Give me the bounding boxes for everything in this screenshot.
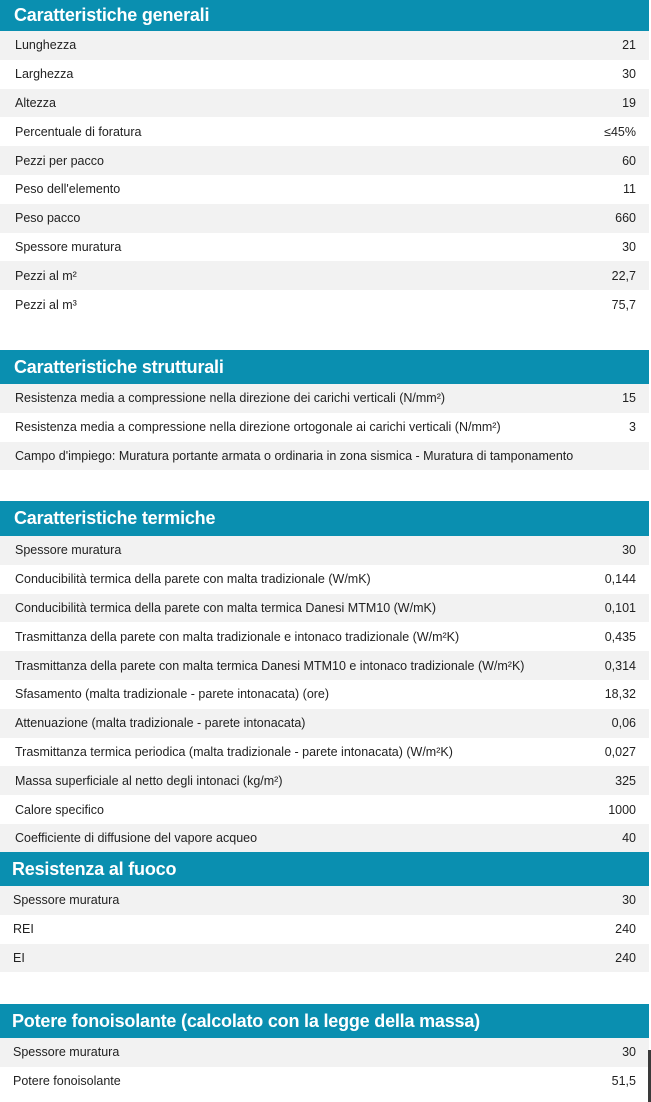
row-value: 0,027	[604, 744, 636, 759]
table-row	[0, 233, 649, 262]
row-value: 0,435	[604, 629, 636, 644]
table-row	[0, 413, 649, 442]
row-label: Conducibilità termica della parete con malta tradizionale (W/mK)	[15, 572, 371, 587]
row-label: Pezzi al m³	[15, 297, 77, 312]
row-label: Spessore muratura	[13, 893, 120, 908]
table-row	[0, 738, 649, 767]
table-row	[0, 886, 649, 915]
section-resistenza-al-fuoco	[0, 852, 649, 972]
table-row	[0, 1038, 649, 1067]
row-value: 0,144	[604, 572, 636, 587]
table-row	[0, 680, 649, 709]
table-row	[0, 60, 649, 89]
row-label: Resistenza media a compressione nella direzione dei carichi verticali (N/mm²)	[15, 391, 446, 406]
row-value: 30	[622, 239, 636, 254]
table-row	[0, 915, 649, 944]
row-label: Attenuazione (malta tradizionale - parete intonacata)	[15, 716, 306, 731]
row-label: Massa superficiale al netto degli intonaci (kg/m²)	[15, 773, 283, 788]
table-row	[0, 1067, 649, 1096]
row-value: 30	[622, 1045, 636, 1060]
row-value: 30	[622, 893, 636, 908]
spec-table	[0, 384, 649, 470]
table-row	[0, 290, 649, 319]
section-title: Caratteristiche generali	[0, 0, 649, 31]
table-row	[0, 175, 649, 204]
table-row	[0, 622, 649, 651]
table-row	[0, 565, 649, 594]
row-value: 40	[622, 831, 636, 846]
row-value: 240	[615, 922, 636, 937]
row-value: 3	[629, 420, 636, 435]
row-value: 15	[622, 391, 636, 406]
spec-table	[0, 31, 649, 319]
table-row	[0, 709, 649, 738]
table-row	[0, 384, 649, 413]
row-label: Trasmittanza della parete con malta termica Danesi MTM10 e intonaco tradizionale (W/m²K)	[15, 658, 525, 673]
row-value: 30	[622, 67, 636, 82]
row-label: Pezzi al m²	[15, 268, 77, 283]
row-label: Spessore muratura	[15, 239, 122, 254]
row-label: Lunghezza	[15, 38, 77, 53]
table-row	[0, 651, 649, 680]
row-value: 19	[622, 95, 636, 110]
section-caratteristiche-termiche	[0, 501, 649, 853]
section-title: Resistenza al fuoco	[0, 852, 649, 886]
row-value: 11	[623, 182, 636, 197]
row-value: 325	[615, 773, 636, 788]
row-label: Peso dell'elemento	[15, 182, 121, 197]
row-value: 0,314	[604, 658, 636, 673]
row-label: Spessore muratura	[13, 1045, 120, 1060]
row-label: Trasmittanza termica periodica (malta tradizionale - parete intonacata) (W/m²K)	[15, 744, 453, 759]
section-title: Caratteristiche termiche	[0, 501, 649, 536]
table-row	[0, 204, 649, 233]
row-label: Potere fonoisolante	[13, 1074, 121, 1089]
row-value: ≤45%	[604, 124, 636, 139]
row-value: 30	[622, 543, 636, 558]
row-value: 0,06	[611, 716, 636, 731]
table-row	[0, 31, 649, 60]
spec-table	[0, 886, 649, 972]
row-label: Calore specifico	[15, 802, 104, 817]
row-value: 60	[622, 153, 636, 168]
table-row	[0, 824, 649, 853]
row-label: Trasmittanza della parete con malta tradizionale e intonaco tradizionale (W/m²K)	[15, 629, 460, 644]
table-row	[0, 766, 649, 795]
row-label: Percentuale di foratura	[15, 124, 142, 139]
row-label: EI	[13, 950, 25, 965]
spec-table	[0, 536, 649, 853]
row-label: Peso pacco	[15, 211, 81, 226]
table-row	[0, 261, 649, 290]
row-value: 75,7	[611, 297, 636, 312]
table-row	[0, 795, 649, 824]
row-value: 22,7	[611, 268, 636, 283]
table-row	[0, 89, 649, 118]
table-row	[0, 536, 649, 565]
row-value: 660	[615, 211, 636, 226]
row-value: 18,32	[604, 687, 636, 702]
row-label: Altezza	[15, 95, 56, 110]
section-title: Potere fonoisolante (calcolato con la legge della massa)	[0, 1004, 649, 1038]
row-value: 1000	[608, 802, 636, 817]
row-value: 21	[622, 38, 636, 53]
spec-table	[0, 1038, 649, 1096]
section-caratteristiche-strutturali	[0, 350, 649, 470]
table-row	[0, 944, 649, 973]
table-row	[0, 146, 649, 175]
section-title: Caratteristiche strutturali	[0, 350, 649, 384]
table-row	[0, 117, 649, 146]
row-label: Resistenza media a compressione nella direzione ortogonale ai carichi verticali (N/mm²)	[15, 420, 501, 435]
section-potere-fonoisolante	[0, 1004, 649, 1096]
section-caratteristiche-generali	[0, 0, 649, 319]
table-row	[0, 594, 649, 623]
row-label: Campo d'impiego: Muratura portante armata o ordinaria in zona sismica - Muratura di tamponamento	[15, 448, 574, 463]
table-row	[0, 442, 649, 471]
row-label: Conducibilità termica della parete con malta termica Danesi MTM10 (W/mK)	[15, 600, 436, 615]
row-value: 51,5	[611, 1074, 636, 1089]
row-label: Pezzi per pacco	[15, 153, 104, 168]
row-value: 0,101	[604, 600, 636, 615]
row-label: Spessore muratura	[15, 543, 122, 558]
row-value: 240	[615, 950, 636, 965]
row-label: REI	[13, 922, 34, 937]
row-label: Sfasamento (malta tradizionale - parete intonacata) (ore)	[15, 687, 330, 702]
row-label: Larghezza	[15, 67, 74, 82]
row-label: Coefficiente di diffusione del vapore acqueo	[15, 831, 258, 846]
